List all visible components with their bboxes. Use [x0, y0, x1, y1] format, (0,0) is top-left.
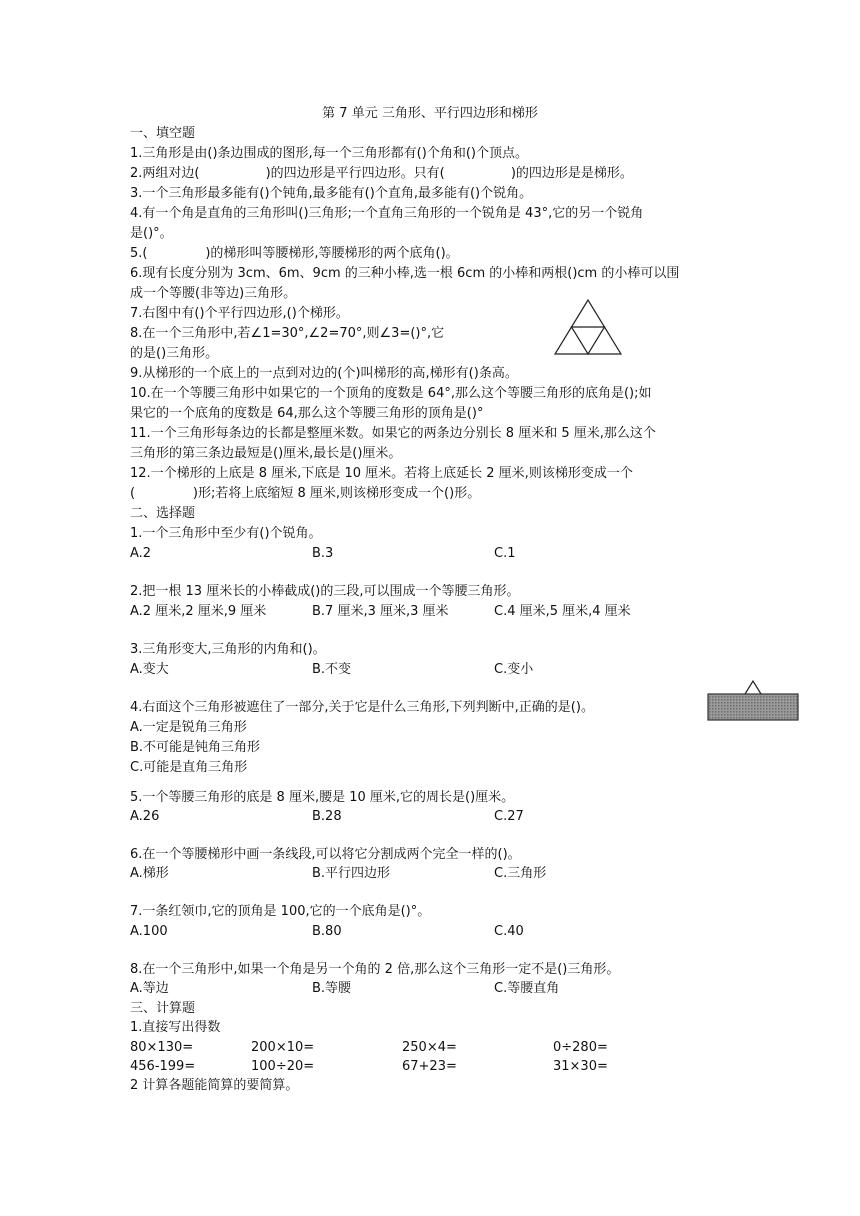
section-heading-fill-blank: 一、填空题 [130, 126, 196, 141]
section-heading-choice: 二、选择题 [130, 506, 196, 521]
calc-item: 200×10= [251, 1040, 315, 1055]
choice-7-option-b: B.80 [312, 924, 342, 939]
choice-7-option-c: C.40 [494, 924, 524, 939]
choice-3-option-a: A.变大 [130, 662, 169, 677]
choice-8-option-a: A.等边 [130, 981, 169, 996]
calc-item: 100÷20= [251, 1059, 315, 1074]
fill-line-9: 7.右图中有()个平行四边形,()个梯形。 [130, 306, 349, 321]
choice-8-option-c: C.等腰直角 [494, 981, 560, 996]
choice-question-6: 6.在一个等腰梯形中画一条线段,可以将它分割成两个完全一样的()。 [130, 847, 521, 862]
choice-question-8: 8.在一个三角形中,如果一个角是另一个角的 2 倍,那么这个三角形一定不是()三角形。 [130, 962, 620, 977]
choice-5-option-c: C.27 [494, 809, 524, 824]
calc-item: 0÷280= [553, 1040, 608, 1055]
choice-question-4: 4.右面这个三角形被遮住了一部分,关于它是什么三角形,下列判断中,正确的是()。 [130, 700, 594, 715]
fill-line-1: 1.三角形是由()条边围成的图形,每一个三角形都有()个角和()个顶点。 [130, 146, 528, 161]
choice-2-option-c: C.4 厘米,5 厘米,4 厘米 [494, 604, 631, 619]
covered-triangle-figure [706, 678, 800, 722]
choice-question-3: 3.三角形变大,三角形的内角和()。 [130, 642, 326, 657]
fill-line-16: 三角形的第三条边最短是()厘米,最长是()厘米。 [130, 446, 402, 461]
fill-line-11: 的是()三角形。 [130, 346, 219, 361]
choice-question-7: 7.一条红领巾,它的顶角是 100,它的一个底角是()°。 [130, 904, 431, 919]
choice-6-option-c: C.三角形 [494, 866, 547, 881]
calc-item: 67+23= [402, 1059, 457, 1074]
subdivided-triangle-figure [552, 297, 624, 357]
choice-4-option-c: C.可能是直角三角形 [130, 760, 248, 775]
fill-line-6: 5.( )的梯形叫等腰梯形,等腰梯形的两个底角()。 [130, 246, 459, 261]
choice-3-option-b: B.不变 [312, 662, 352, 677]
choice-2-option-a: A.2 厘米,2 厘米,9 厘米 [130, 604, 267, 619]
calc-subheading-1: 1.直接写出得数 [130, 1020, 221, 1035]
calc-item: 250×4= [402, 1040, 457, 1055]
choice-1-option-b: B.3 [312, 546, 334, 561]
fill-line-8: 成一个等腰(非等边)三角形。 [130, 286, 297, 301]
fill-line-12: 9.从梯形的一个底上的一点到对边的(个)叫梯形的高,梯形有()条高。 [130, 366, 518, 381]
choice-5-option-b: B.28 [312, 809, 342, 824]
fill-line-15: 11.一个三角形每条边的长都是整厘米数。如果它的两条边分别长 8 厘米和 5 厘米,那么这个 [130, 426, 656, 441]
fill-line-5: 是()°。 [130, 226, 173, 241]
section-heading-calc: 三、计算题 [130, 1001, 196, 1016]
choice-2-option-b: B.7 厘米,3 厘米,3 厘米 [312, 604, 449, 619]
fill-line-2: 2.两组对边( )的四边形是平行四边形。只有( )的四边形是是梯形。 [130, 166, 633, 181]
fill-line-13: 10.在一个等腰三角形中如果它的一个顶角的度数是 64°,那么这个等腰三角形的底角是();如 [130, 386, 652, 401]
choice-1-option-a: A.2 [130, 546, 152, 561]
choice-question-5: 5.一个等腰三角形的底是 8 厘米,腰是 10 厘米,它的周长是()厘米。 [130, 790, 515, 805]
choice-4-option-b: B.不可能是钝角三角形 [130, 740, 261, 755]
fill-line-10: 8.在一个三角形中,若∠1=30°,∠2=70°,则∠3=()°,它 [130, 326, 445, 341]
choice-question-2: 2.把一根 13 厘米长的小棒截成()的三段,可以围成一个等腰三角形。 [130, 584, 520, 599]
calc-subheading-2: 2 计算各题能简算的要简算。 [130, 1078, 299, 1093]
page-title: 第 7 单元 三角形、平行四边形和梯形 [322, 106, 538, 121]
fill-line-17: 12.一个梯形的上底是 8 厘米,下底是 10 厘米。若将上底延长 2 厘米,则该梯形变成一个 [130, 466, 633, 481]
choice-6-option-b: B.平行四边形 [312, 866, 391, 881]
fill-line-4: 4.有一个角是直角的三角形叫()三角形;一个直角三角形的一个锐角是 43°,它的另一个锐角 [130, 206, 644, 221]
fill-line-18: ( )形;若将上底缩短 8 厘米,则该梯形变成一个()形。 [130, 486, 481, 501]
calc-item: 31×30= [553, 1059, 608, 1074]
calc-item: 456-199= [130, 1059, 196, 1074]
fill-line-14: 果它的一个底角的度数是 64,那么这个等腰三角形的顶角是()° [130, 406, 484, 421]
choice-1-option-c: C.1 [494, 546, 516, 561]
choice-3-option-c: C.变小 [494, 662, 534, 677]
choice-7-option-a: A.100 [130, 924, 168, 939]
choice-4-option-a: A.一定是锐角三角形 [130, 720, 247, 735]
fill-line-3: 3.一个三角形最多能有()个钝角,最多能有()个直角,最多能有()个锐角。 [130, 186, 533, 201]
choice-8-option-b: B.等腰 [312, 981, 352, 996]
calc-item: 80×130= [130, 1040, 194, 1055]
fill-line-7: 6.现有长度分别为 3cm、6m、9cm 的三种小棒,选一根 6cm 的小棒和两根()cm 的小棒可以围 [130, 266, 680, 281]
choice-6-option-a: A.梯形 [130, 866, 169, 881]
choice-5-option-a: A.26 [130, 809, 160, 824]
choice-question-1: 1.一个三角形中至少有()个锐角。 [130, 526, 322, 541]
